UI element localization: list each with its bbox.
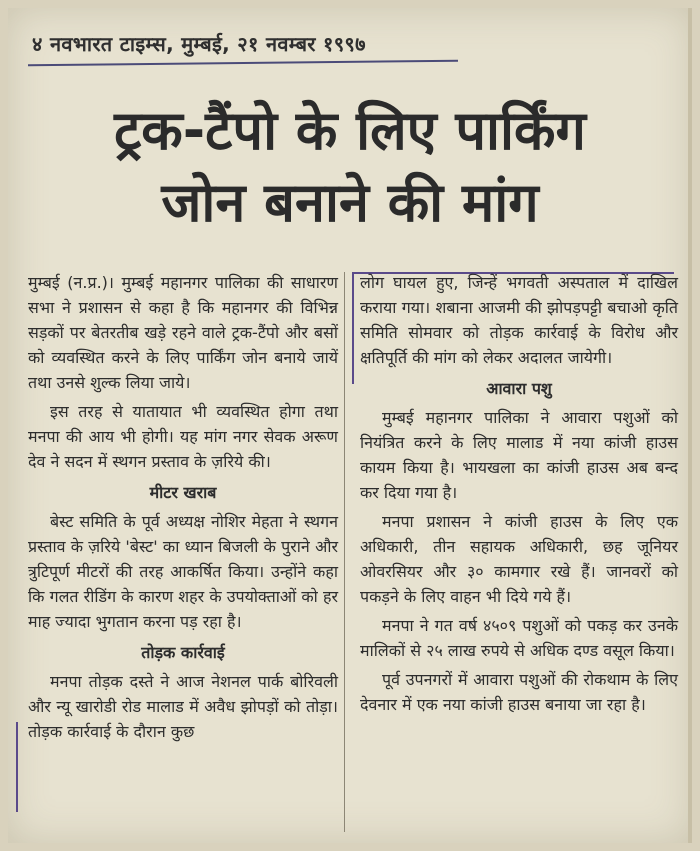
clipping-edge [688, 8, 692, 843]
dateline: ४ नवभारत टाइम्स, मुम्बई, २१ नवम्बर १९९७ [32, 32, 366, 56]
paragraph: मनपा ने गत वर्ष ४५०९ पशुओं को पकड़ कर उनके मालिकों से २५ लाख रुपये से अधिक दण्ड वसूल किया। [360, 616, 678, 660]
left-column [28, 270, 338, 748]
paragraph: मनपा प्रशासन ने कांजी हाउस के लिए एक अधिकारी, तीन सहायक अधिकारी, छह जूनियर ओवरसियर और ३० कामगार रखे हैं। जानवरों को पकड़ने के लिए वाहन भी दिये गये हैं। [360, 512, 678, 606]
subheading: तोड़क कार्रवाई [141, 643, 225, 662]
column-divider [344, 272, 345, 832]
right-column [360, 270, 678, 721]
subheading: आवारा पशु [486, 379, 552, 398]
paragraph: लोग घायल हुए, जिन्हें भगवती अस्पताल में दाखिल कराया गया। शबाना आजमी की झोपड़पट्टी बचाओ कृति समिति सोमवार को तोड़क कार्रवाई के विरोध और क्षतिपूर्ति की मांग को लेकर अदालत जायेगी। [360, 273, 678, 367]
paragraph: मुम्बई महानगर पालिका ने आवारा पशुओं को नियंत्रित करने के लिए मालाड में नया कांजी हाउस कायम किया है। भायखला का कांजी हाउस अब बन्द कर दिया गया है। [360, 408, 678, 502]
headline-line-2: जोन बनाने की मांग [161, 171, 539, 234]
paragraph: मनपा तोड़क दस्ते ने आज नेशनल पार्क बोरिवली और न्यू खारोडी रोड मालाड में अवैध झोपड़ों को तोड़ा। तोड़क कार्रवाई के दौरान कुछ [28, 672, 338, 741]
subheading: मीटर खराब [149, 483, 217, 502]
paragraph: बेस्ट समिति के पूर्व अध्यक्ष नोशिर मेहता ने स्थगन प्रस्ताव के ज़रिये 'बेस्ट' का ध्यान बिजली के पुराने और त्रुटिपूर्ण मीटरों की तरह आकर्षित किया। उन्होंने कहा कि गलत रीडिंग के कारण शहर के उपयोक्ताओं को हर माह ज्यादा भुगतान करना पड़ रहा है। [28, 512, 338, 631]
headline [40, 95, 660, 239]
paragraph: मुम्बई (न.प्र.)। मुम्बई महानगर पालिका की साधारण सभा ने प्रशासन से कहा है कि महानगर की विभिन्न सड़कों पर बेतरतीब खड़े रहने वाले ट्रक-टैंपो और बसों को व्यवस्थित करने के लिए पार्किंग जोन बनाये जायें तथा उनसे शुल्क लिया जाये। [28, 273, 338, 392]
paragraph: इस तरह से यातायात भी व्यवस्थित होगा तथा मनपा की आय भी होगी। यह मांग नगर सेवक अरूण देव ने सदन में स्थगन प्रस्ताव के ज़रिये की। [28, 402, 338, 471]
paragraph: पूर्व उपनगरों में आवारा पशुओं की रोकथाम के लिए देवनार में एक नया कांजी हाउस बनाया जा रहा है। [360, 670, 678, 714]
headline-line-1: ट्रक-टैंपो के लिए पार्किंग [114, 99, 586, 162]
